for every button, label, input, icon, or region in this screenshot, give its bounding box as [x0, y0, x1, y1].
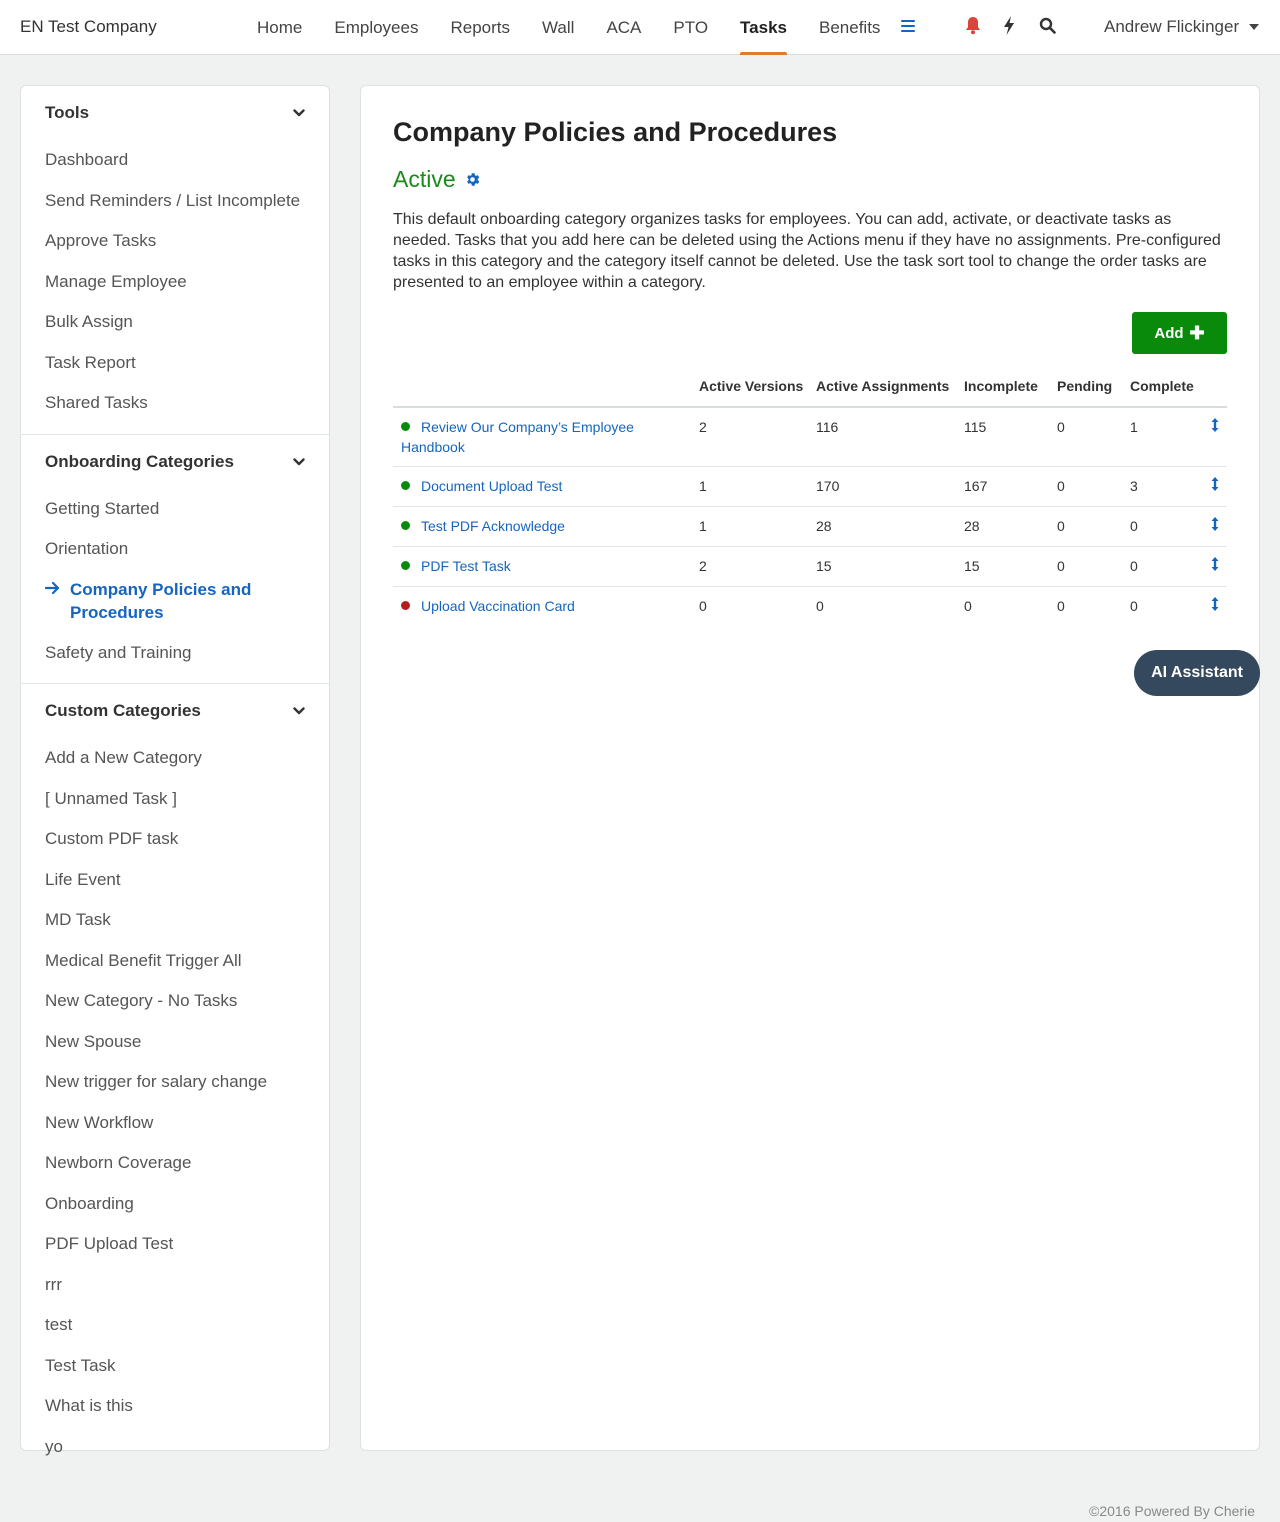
- sidebar-item-label: New Spouse: [45, 1031, 142, 1051]
- sidebar-item-label: test: [45, 1315, 73, 1334]
- sort-handle-icon[interactable]: [1211, 476, 1219, 497]
- task-link[interactable]: Upload Vaccination Card: [421, 598, 575, 614]
- complete-cell: 0: [1130, 598, 1138, 614]
- chevron-down-icon: [293, 705, 305, 717]
- sidebar-item[interactable]: [21, 900, 329, 941]
- column-header: Active Assignments: [810, 376, 958, 407]
- incomplete-cell: 28: [958, 507, 1051, 547]
- sidebar-item[interactable]: [21, 1143, 329, 1184]
- sidebar-item[interactable]: [21, 1103, 329, 1144]
- sidebar-item[interactable]: [21, 738, 329, 779]
- sidebar-item[interactable]: [21, 779, 329, 820]
- complete-cell: 3: [1124, 467, 1200, 507]
- category-status: [393, 166, 481, 193]
- sort-cell: [1200, 547, 1227, 587]
- sidebar-item[interactable]: [21, 1184, 329, 1225]
- plus-icon: ✚: [1189, 322, 1205, 343]
- sidebar-item[interactable]: [21, 529, 329, 570]
- company-brand[interactable]: EN Test Company: [20, 17, 157, 36]
- sidebar-item[interactable]: [21, 570, 329, 633]
- sort-cell: [1200, 407, 1227, 467]
- task-name-cell: [393, 407, 693, 467]
- add-label: Add: [1154, 324, 1184, 342]
- table-row: [393, 467, 1227, 507]
- status-dot-icon: [401, 521, 410, 530]
- footer-credit: ©2016 Powered By Cherie: [1089, 1503, 1255, 1519]
- complete-cell: 1: [1124, 407, 1200, 467]
- sidebar-item-label: Approve Tasks: [45, 231, 157, 250]
- sidebar-item[interactable]: [21, 489, 329, 530]
- sidebar-item-label: Send Reminders / List Incomplete: [45, 190, 301, 210]
- user-name: Andrew Flickinger: [1104, 17, 1240, 36]
- assignments-cell: 15: [810, 547, 958, 587]
- sidebar-item-label: Shared Tasks: [45, 393, 148, 412]
- versions-cell: 1: [693, 467, 810, 507]
- sidebar-item[interactable]: [21, 633, 329, 674]
- pending-cell: 0: [1051, 467, 1124, 507]
- hamburger-icon[interactable]: [901, 20, 915, 34]
- pending-cell: 0: [1057, 598, 1065, 614]
- onboarding-header[interactable]: [21, 435, 329, 489]
- tasks-table: [393, 376, 1227, 626]
- sidebar-item-label: Safety and Training: [45, 642, 192, 662]
- sidebar-item[interactable]: [21, 343, 329, 384]
- sidebar-item[interactable]: [21, 302, 329, 343]
- category-description: This default onboarding category organizes tasks for employees. You can add, activate, or deactivate tasks as needed. Tasks that you add here can be deleted using the Actions menu if they have no assignments. Pre-configured tasks in this category and the category itself cannot be deleted. Use the task sort tool to change the order tasks are presented to an employee within a category.: [393, 211, 1221, 291]
- main-nav: [241, 0, 896, 55]
- pending-cell: 0: [1051, 547, 1124, 587]
- sort-handle-icon[interactable]: [1211, 516, 1219, 537]
- task-link[interactable]: Review Our Company’s Employee Handbook: [401, 419, 634, 455]
- chevron-down-icon: [293, 456, 305, 468]
- nav-item-wall[interactable]: Wall: [542, 17, 575, 37]
- sidebar-item[interactable]: [21, 1062, 329, 1103]
- sidebar-item-label: Bulk Assign: [45, 312, 133, 331]
- assignments-cell: 0: [816, 598, 824, 614]
- status-label: Active: [393, 166, 456, 192]
- incomplete-cell: 0: [964, 598, 972, 614]
- sidebar-item-label: New trigger for salary change: [45, 1072, 268, 1091]
- sidebar-item-label: Getting Started: [45, 498, 160, 518]
- user-menu[interactable]: [1104, 17, 1259, 37]
- assignments-cell: 28: [810, 507, 958, 547]
- name-column-header: [393, 376, 693, 407]
- task-link[interactable]: Document Upload Test: [421, 478, 563, 494]
- sidebar-item-label: Medical Benefit Trigger All: [45, 950, 242, 970]
- nav-item-aca[interactable]: ACA: [606, 17, 642, 37]
- complete-cell: 0: [1124, 507, 1200, 547]
- chevron-down-icon: [293, 107, 305, 119]
- sidebar-item-label: yo: [45, 1436, 63, 1456]
- column-header: Pending: [1051, 376, 1124, 407]
- nav-item-tasks[interactable]: Tasks: [724, 0, 803, 55]
- sidebar-item[interactable]: [21, 941, 329, 982]
- status-dot-icon: [401, 561, 410, 570]
- sidebar-item-label: Test Task: [45, 1355, 116, 1375]
- table-row: [393, 507, 1227, 547]
- page-title: Company Policies and Procedures: [393, 117, 838, 147]
- sidebar-item[interactable]: [21, 221, 329, 262]
- column-header: Incomplete: [958, 376, 1051, 407]
- bolt-icon[interactable]: [1003, 16, 1015, 40]
- sidebar-item[interactable]: [21, 1427, 329, 1468]
- sidebar-item-label: Onboarding: [45, 1193, 134, 1213]
- sidebar-item-label: Task Report: [45, 352, 136, 372]
- task-name-cell: [393, 547, 693, 587]
- section-title: Custom Categories: [45, 701, 201, 720]
- nav-item-reports[interactable]: Reports: [450, 17, 510, 37]
- versions-cell: 2: [693, 407, 810, 467]
- table-header-row: [393, 376, 1227, 407]
- sort-handle-icon[interactable]: [1211, 417, 1219, 438]
- section-title: Tools: [45, 103, 90, 122]
- sidebar-item[interactable]: [21, 181, 329, 222]
- task-name-cell: [393, 467, 693, 507]
- sidebar-item[interactable]: [21, 1346, 329, 1387]
- sidebar-item-label: Manage Employee: [45, 271, 187, 291]
- sidebar-item-label: Company Policies and Procedures: [70, 579, 252, 622]
- sidebar-item[interactable]: [21, 981, 329, 1022]
- sidebar: [20, 85, 330, 1456]
- sidebar-item-label: New Category - No Tasks: [45, 991, 238, 1010]
- pending-cell: 0: [1051, 507, 1124, 547]
- main-panel: [360, 85, 1260, 1451]
- assignments-cell: 116: [810, 407, 958, 467]
- status-dot-icon: [401, 422, 410, 431]
- sidebar-item[interactable]: [21, 383, 329, 424]
- sidebar-item[interactable]: [21, 1224, 329, 1265]
- sidebar-item-label: What is this: [45, 1396, 133, 1415]
- tools-section: [21, 86, 329, 435]
- task-link[interactable]: PDF Test Task: [421, 558, 511, 574]
- task-name-cell: [393, 587, 693, 627]
- incomplete-cell: 167: [958, 467, 1051, 507]
- versions-cell: 2: [693, 547, 810, 587]
- incomplete-cell: 115: [958, 407, 1051, 467]
- sort-cell: [1200, 587, 1227, 627]
- sort-handle-icon[interactable]: [1211, 556, 1219, 577]
- ai-assistant-button[interactable]: AI Assistant: [1134, 650, 1260, 696]
- sort-cell: [1200, 507, 1227, 547]
- sidebar-item-label: PDF Upload Test: [45, 1234, 174, 1253]
- sort-cell: [1200, 467, 1227, 507]
- top-navbar: [0, 0, 1280, 55]
- status-dot-icon: [401, 601, 410, 610]
- add-task-button[interactable]: [1132, 312, 1227, 354]
- custom-section: [21, 684, 329, 1477]
- nav-item-benefits[interactable]: Benefits: [819, 17, 881, 37]
- tools-header[interactable]: [21, 86, 329, 140]
- search-icon[interactable]: [1039, 17, 1056, 39]
- sidebar-item-label: MD Task: [45, 910, 111, 929]
- pending-cell: 0: [1051, 407, 1124, 467]
- arrow-right-icon: [45, 578, 60, 601]
- sidebar-item-label: Life Event: [45, 869, 121, 889]
- table-row: [393, 547, 1227, 587]
- sort-column-header: [1200, 376, 1227, 407]
- gear-icon[interactable]: [464, 171, 481, 188]
- onboarding-section: [21, 435, 329, 685]
- sidebar-item[interactable]: [21, 819, 329, 860]
- sidebar-item[interactable]: [21, 1265, 329, 1306]
- complete-cell: 0: [1124, 547, 1200, 587]
- versions-cell: 1: [693, 507, 810, 547]
- versions-cell: 0: [699, 598, 707, 614]
- column-header: Complete: [1124, 376, 1200, 407]
- sidebar-item-label: rrr: [45, 1274, 62, 1294]
- sidebar-item-label: Dashboard: [45, 150, 129, 169]
- sidebar-item[interactable]: [21, 140, 329, 181]
- nav-item-pto[interactable]: PTO: [673, 17, 709, 37]
- table-row: [393, 407, 1227, 467]
- custom-header[interactable]: [21, 684, 329, 738]
- sidebar-item[interactable]: [21, 860, 329, 901]
- incomplete-cell: 15: [958, 547, 1051, 587]
- sort-handle-icon[interactable]: [1211, 596, 1219, 617]
- sidebar-item[interactable]: [21, 1022, 329, 1063]
- sidebar-item-label: Newborn Coverage: [45, 1153, 192, 1172]
- nav-item-employees[interactable]: Employees: [334, 17, 419, 37]
- sidebar-item[interactable]: [21, 1386, 329, 1427]
- sidebar-item-label: [ Unnamed Task ]: [45, 788, 177, 808]
- section-title: Onboarding Categories: [45, 451, 234, 471]
- column-header: Active Versions: [693, 376, 810, 407]
- sidebar-item-label: Orientation: [45, 539, 129, 558]
- nav-item-home[interactable]: Home: [257, 17, 303, 37]
- status-dot-icon: [401, 481, 410, 490]
- sidebar-item-label: Custom PDF task: [45, 829, 179, 848]
- sidebar-item-label: New Workflow: [45, 1112, 154, 1132]
- caret-down-icon: [1249, 24, 1259, 30]
- task-name-cell: [393, 507, 693, 547]
- bell-icon[interactable]: [965, 16, 981, 40]
- sidebar-item[interactable]: [21, 1305, 329, 1346]
- sidebar-item-label: Add a New Category: [45, 748, 202, 767]
- sidebar-item[interactable]: [21, 262, 329, 303]
- table-row: [393, 587, 1227, 627]
- task-link[interactable]: Test PDF Acknowledge: [421, 518, 565, 534]
- assignments-cell: 170: [810, 467, 958, 507]
